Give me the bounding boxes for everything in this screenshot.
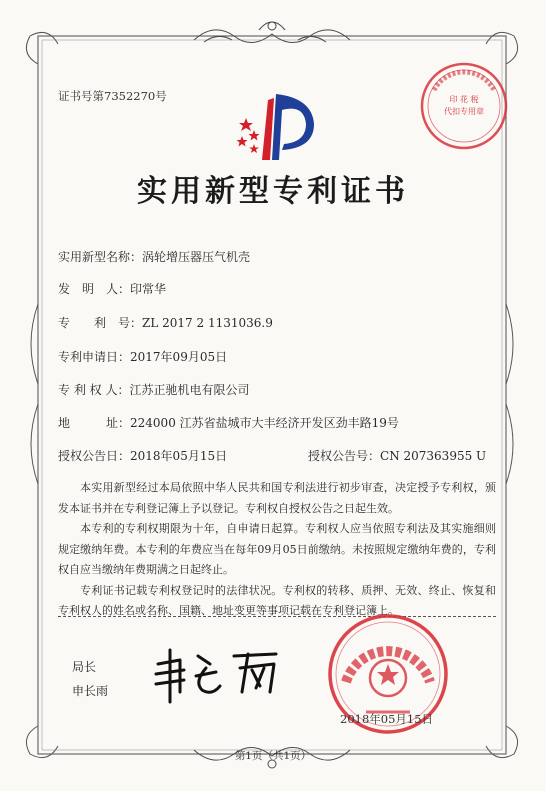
- patent-number-row: [58, 314, 273, 331]
- utility-model-name-row: [58, 248, 250, 265]
- grant-number-row: [308, 447, 486, 464]
- commissioner-name: 申长雨: [72, 684, 109, 698]
- application-date-label: 专利申请日：: [58, 350, 131, 364]
- inventor-label: 发 明 人：: [58, 282, 131, 296]
- patentee-row: [58, 381, 249, 398]
- signature-date: 2018年05月15日: [340, 712, 434, 726]
- utility-model-name-label: 实用新型名称：: [58, 250, 143, 264]
- grant-date-label: 授权公告日：: [58, 449, 131, 463]
- application-date-value: 2017年09月05日: [130, 350, 228, 364]
- inventor-value: 印常华: [130, 282, 167, 296]
- grant-number-value: CN 207363955 U: [380, 449, 487, 463]
- certificate-body: [58, 478, 496, 622]
- body-paragraph-2: 本专利的专利权期限为十年，自申请日起算。专利权人应当依照专利法及其实施细则规定缴纳年费。本专利的年费应当在每年09月05日前缴纳。未按照规定缴纳年费的，专利权自应当缴纳年费期满之日起终止。: [58, 522, 496, 576]
- certificate-number: 证书号第7352270号: [58, 89, 167, 103]
- patentee-value: 江苏正驰机电有限公司: [129, 383, 250, 397]
- grant-date-row: [58, 447, 227, 464]
- address-label: 地 址：: [58, 416, 131, 430]
- grant-date-value: 2018年05月15日: [130, 449, 228, 463]
- svg-text:代扣专用章: 代扣专用章: [444, 107, 484, 116]
- inventor-row: [58, 280, 166, 297]
- patent-number-value: ZL 2017 2 1131036.9: [142, 316, 273, 330]
- address-value: 224000 江苏省盐城市大丰经济开发区劲丰路19号: [130, 416, 399, 430]
- grant-number-label: 授权公告号：: [308, 449, 381, 463]
- body-paragraph-1: 本实用新型经过本局依照中华人民共和国专利法进行初步审查，决定授予专利权，颁发本证书并在专利登记簿上予以登记。专利权自授权公告之日起生效。: [58, 481, 496, 515]
- body-paragraph-3: 专利证书记载专利权登记时的法律状况。专利权的转移、质押、无效、终止、恢复和专利权人的姓名或名称、国籍、地址变更等事项记载在专利登记簿上。: [58, 583, 496, 617]
- address-row: [58, 414, 399, 431]
- commissioner-title: 局长: [72, 660, 97, 674]
- handwritten-signature: [150, 646, 290, 704]
- agency-seal-stamp: [418, 60, 510, 152]
- page-footer: 第1页（共1页）: [234, 750, 312, 762]
- patentee-label: 专 利 权 人：: [58, 383, 130, 397]
- application-date-row: [58, 348, 227, 365]
- utility-model-name-value: 涡轮增压器压气机壳: [142, 250, 251, 264]
- patent-number-label: 专 利 号：: [58, 316, 143, 330]
- certificate-title: 实用新型专利证书: [137, 174, 409, 209]
- patent-office-logo-icon: [232, 88, 324, 168]
- svg-text:印 花 税: 印 花 税: [449, 95, 479, 104]
